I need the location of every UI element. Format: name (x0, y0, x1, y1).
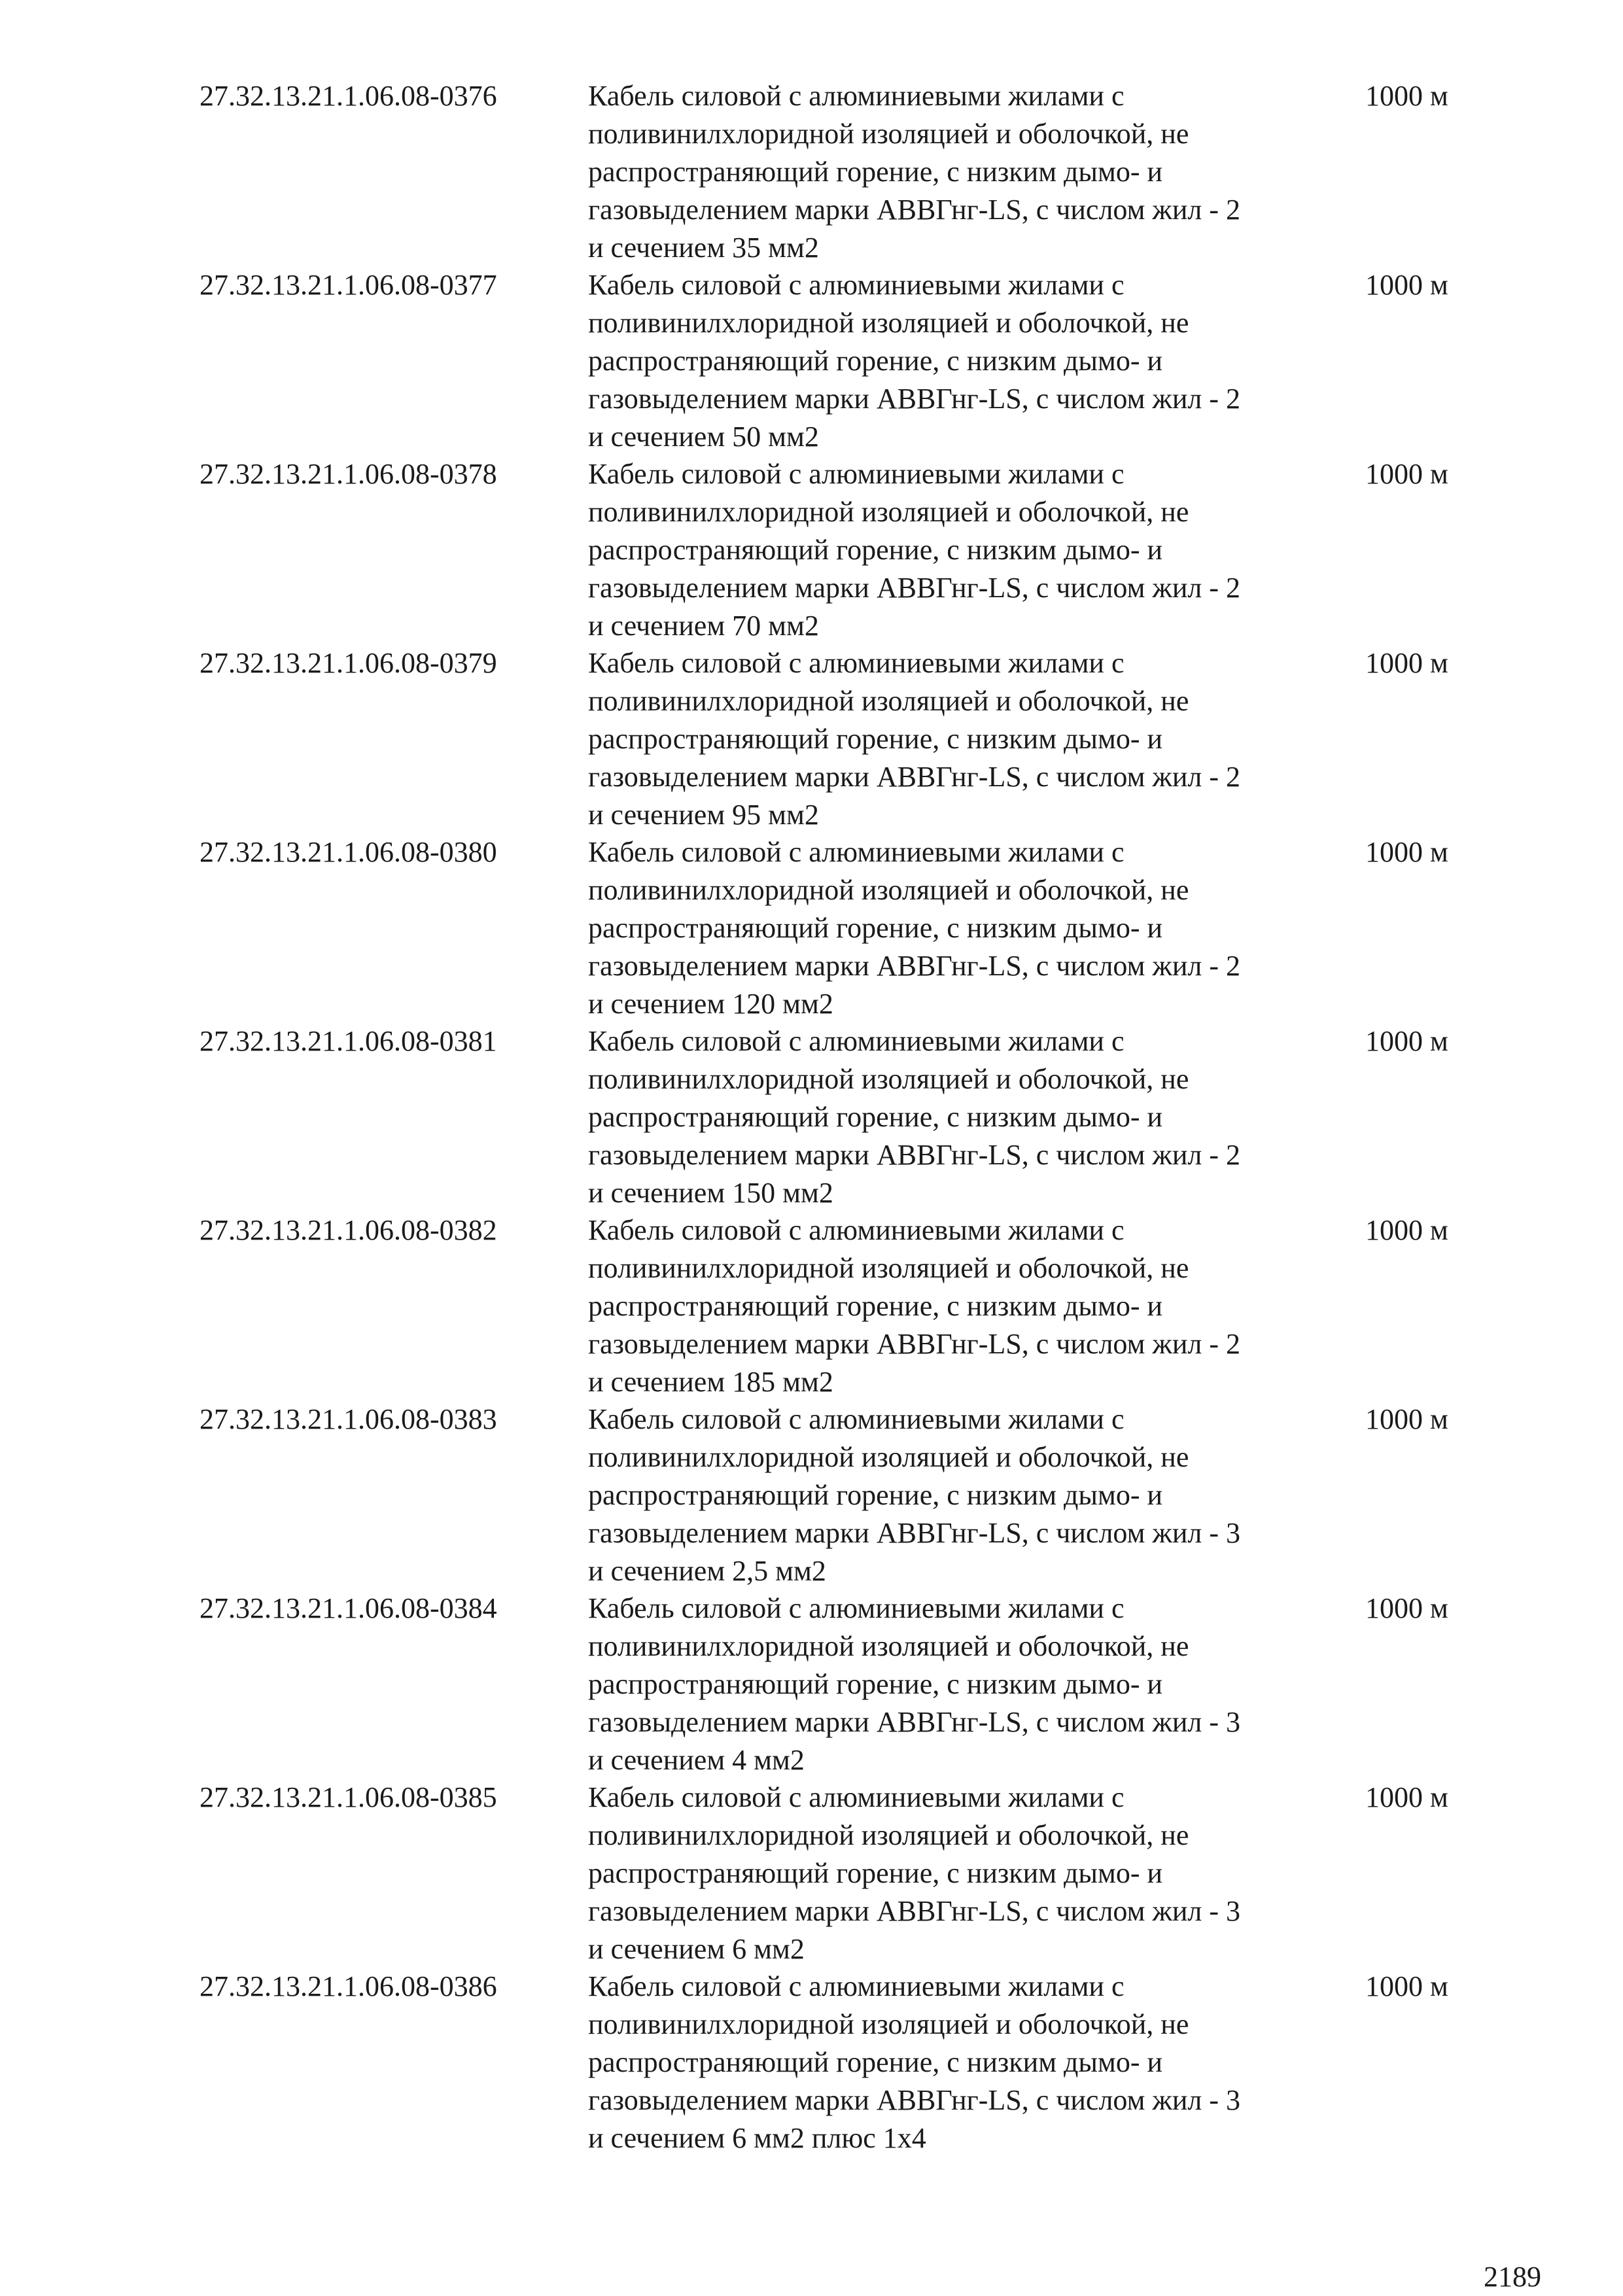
description-line: поливинилхлоридной изоляцией и оболочкой, не (588, 685, 1189, 717)
resource-unit: 1000 м (1365, 647, 1448, 679)
resource-code: 27.32.13.21.1.06.08-0379 (200, 647, 497, 679)
description-line: поливинилхлоридной изоляцией и оболочкой, не (588, 1819, 1189, 1851)
page-number: 2189 (1484, 2261, 1541, 2293)
resource-description (588, 1400, 1353, 1590)
resource-description (588, 77, 1353, 267)
table-row (200, 644, 1475, 833)
description-line: газовыделением марки АВВГнг-LS, с числом жил - 3 (588, 1706, 1240, 1738)
resource-description (588, 1968, 1353, 2157)
table-row (200, 1779, 1475, 1968)
resource-description (588, 1590, 1353, 1779)
resource-code: 27.32.13.21.1.06.08-0384 (200, 1592, 497, 1624)
description-line: газовыделением марки АВВГнг-LS, с числом жил - 2 (588, 1139, 1240, 1171)
description-line: распространяющий горение, с низким дымо- и (588, 345, 1163, 377)
resource-unit: 1000 м (1365, 80, 1448, 112)
table-row (200, 1211, 1475, 1400)
description-line: поливинилхлоридной изоляцией и оболочкой, не (588, 1063, 1189, 1095)
resource-description (588, 833, 1353, 1023)
resource-unit: 1000 м (1365, 1403, 1448, 1435)
description-line: поливинилхлоридной изоляцией и оболочкой, не (588, 874, 1189, 906)
description-line: распространяющий горение, с низким дымо- и (588, 1101, 1163, 1133)
table-row (200, 455, 1475, 644)
table-row (200, 1022, 1475, 1211)
resource-code: 27.32.13.21.1.06.08-0383 (200, 1403, 497, 1435)
description-line: распространяющий горение, с низким дымо- и (588, 1668, 1163, 1700)
resource-description (588, 644, 1353, 834)
resource-description (588, 455, 1353, 645)
table-row (200, 1968, 1475, 2157)
description-line: распространяющий горение, с низким дымо- и (588, 2046, 1163, 2078)
description-line: и сечением 185 мм2 (588, 1366, 833, 1398)
resource-code: 27.32.13.21.1.06.08-0378 (200, 458, 497, 490)
description-line: Кабель силовой с алюминиевыми жилами с (588, 269, 1125, 301)
description-line: поливинилхлоридной изоляцией и оболочкой, не (588, 1441, 1189, 1473)
description-line: распространяющий горение, с низким дымо- и (588, 1857, 1163, 1889)
resource-code: 27.32.13.21.1.06.08-0386 (200, 1970, 497, 2002)
resource-code: 27.32.13.21.1.06.08-0380 (200, 836, 497, 868)
description-line: поливинилхлоридной изоляцией и оболочкой, не (588, 1252, 1189, 1284)
description-line: распространяющий горение, с низким дымо- и (588, 156, 1163, 188)
description-line: распространяющий горение, с низким дымо- и (588, 1290, 1163, 1322)
resource-unit: 1000 м (1365, 1025, 1448, 1057)
resource-description (588, 1211, 1353, 1401)
description-line: газовыделением марки АВВГнг-LS, с числом жил - 3 (588, 2084, 1240, 2116)
description-line: и сечением 150 мм2 (588, 1177, 833, 1209)
description-line: и сечением 4 мм2 (588, 1744, 805, 1776)
description-line: распространяющий горение, с низким дымо- и (588, 534, 1163, 566)
resource-description (588, 266, 1353, 456)
description-line: поливинилхлоридной изоляцией и оболочкой, не (588, 118, 1189, 150)
description-line: газовыделением марки АВВГнг-LS, с числом жил - 3 (588, 1895, 1240, 1927)
description-line: поливинилхлоридной изоляцией и оболочкой, не (588, 1630, 1189, 1662)
resource-code: 27.32.13.21.1.06.08-0376 (200, 80, 497, 112)
description-line: Кабель силовой с алюминиевыми жилами с (588, 1781, 1125, 1813)
description-line: и сечением 2,5 мм2 (588, 1555, 826, 1587)
description-line: и сечением 95 мм2 (588, 799, 819, 831)
table-row (200, 266, 1475, 455)
resource-code: 27.32.13.21.1.06.08-0382 (200, 1214, 497, 1246)
description-line: Кабель силовой с алюминиевыми жилами с (588, 458, 1125, 490)
description-line: распространяющий горение, с низким дымо- и (588, 723, 1163, 755)
description-line: поливинилхлоридной изоляцией и оболочкой, не (588, 307, 1189, 339)
table-row (200, 833, 1475, 1022)
description-line: Кабель силовой с алюминиевыми жилами с (588, 1970, 1125, 2002)
description-line: Кабель силовой с алюминиевыми жилами с (588, 1214, 1125, 1246)
description-line: Кабель силовой с алюминиевыми жилами с (588, 80, 1125, 112)
description-line: газовыделением марки АВВГнг-LS, с числом жил - 2 (588, 383, 1240, 415)
resource-description (588, 1779, 1353, 1968)
description-line: Кабель силовой с алюминиевыми жилами с (588, 1403, 1125, 1435)
description-line: поливинилхлоридной изоляцией и оболочкой, не (588, 2008, 1189, 2040)
description-line: газовыделением марки АВВГнг-LS, с числом жил - 2 (588, 761, 1240, 793)
description-line: Кабель силовой с алюминиевыми жилами с (588, 647, 1125, 679)
table-row (200, 77, 1475, 266)
resource-unit: 1000 м (1365, 1214, 1448, 1246)
description-line: поливинилхлоридной изоляцией и оболочкой, не (588, 496, 1189, 528)
resource-unit: 1000 м (1365, 1781, 1448, 1813)
description-line: и сечением 35 мм2 (588, 232, 819, 264)
description-line: газовыделением марки АВВГнг-LS, с числом жил - 3 (588, 1517, 1240, 1549)
resource-code: 27.32.13.21.1.06.08-0377 (200, 269, 497, 301)
resource-code: 27.32.13.21.1.06.08-0381 (200, 1025, 497, 1057)
description-line: газовыделением марки АВВГнг-LS, с числом жил - 2 (588, 572, 1240, 604)
resource-code: 27.32.13.21.1.06.08-0385 (200, 1781, 497, 1813)
description-line: газовыделением марки АВВГнг-LS, с числом жил - 2 (588, 194, 1240, 226)
resource-unit: 1000 м (1365, 1592, 1448, 1624)
description-line: распространяющий горение, с низким дымо- и (588, 912, 1163, 944)
description-line: газовыделением марки АВВГнг-LS, с числом жил - 2 (588, 950, 1240, 982)
resource-unit: 1000 м (1365, 458, 1448, 490)
description-line: газовыделением марки АВВГнг-LS, с числом жил - 2 (588, 1328, 1240, 1360)
description-line: Кабель силовой с алюминиевыми жилами с (588, 1025, 1125, 1057)
resource-unit: 1000 м (1365, 1970, 1448, 2002)
table-row (200, 1400, 1475, 1590)
description-line: распространяющий горение, с низким дымо- и (588, 1479, 1163, 1511)
description-line: и сечением 50 мм2 (588, 421, 819, 453)
resource-table (200, 77, 1475, 2157)
resource-description (588, 1022, 1353, 1212)
resource-unit: 1000 м (1365, 836, 1448, 868)
description-line: и сечением 120 мм2 (588, 988, 833, 1020)
description-line: Кабель силовой с алюминиевыми жилами с (588, 1592, 1125, 1624)
description-line: и сечением 70 мм2 (588, 610, 819, 642)
description-line: и сечением 6 мм2 плюс 1х4 (588, 2122, 926, 2154)
table-row (200, 1590, 1475, 1779)
description-line: Кабель силовой с алюминиевыми жилами с (588, 836, 1125, 868)
description-line: и сечением 6 мм2 (588, 1933, 805, 1965)
resource-unit: 1000 м (1365, 269, 1448, 301)
